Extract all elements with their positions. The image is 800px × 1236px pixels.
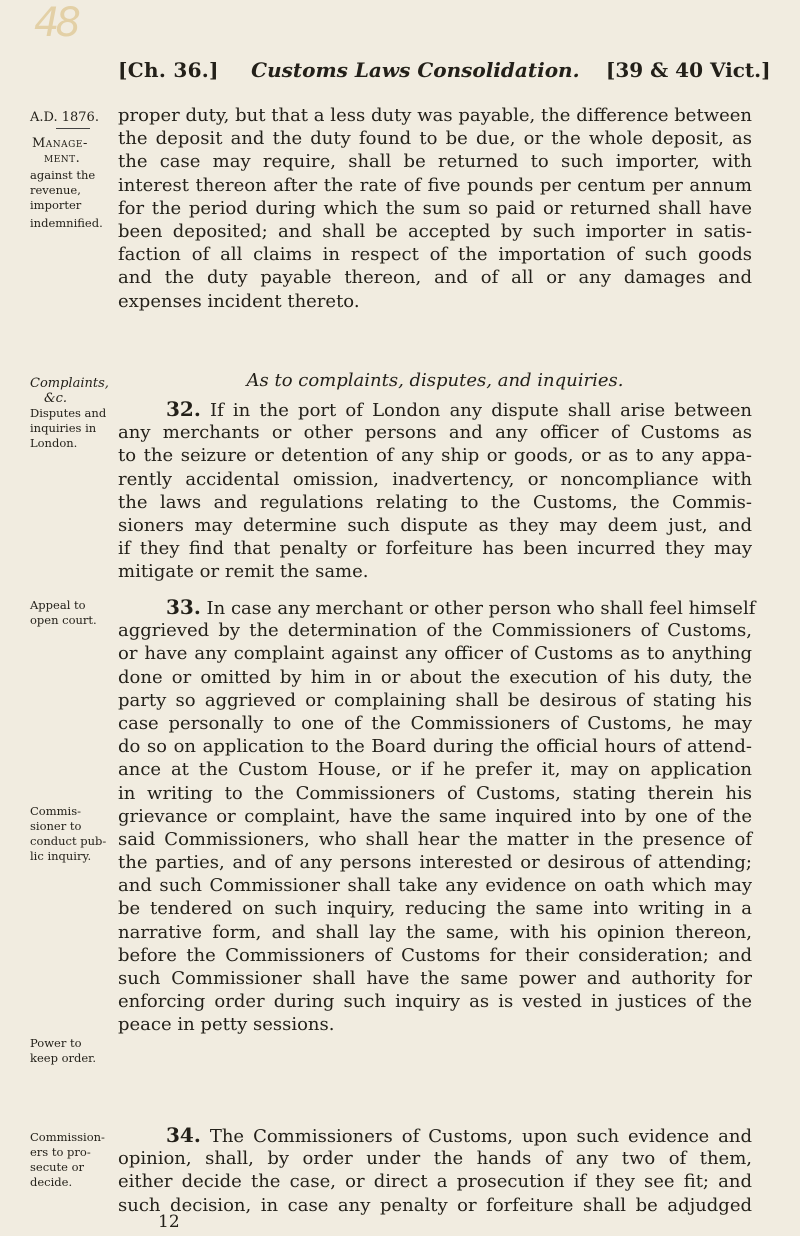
text-line: party so aggrieved or complaining shall be desirous of stating his	[118, 689, 752, 711]
text-line: and such Commissioner shall take any evidence on oath which may	[118, 875, 752, 897]
margin-manage-1: Manage-	[32, 136, 88, 151]
text-line: such decision, in case any penalty or forfeiture shall be adjudged	[118, 1194, 752, 1216]
text-line: narrative form, and shall lay the same, with his opinion thereon,	[118, 921, 752, 943]
margin-indemnity-4: indemnified.	[30, 216, 103, 230]
text-line: for the period during which the sum so paid or returned shall have	[118, 197, 752, 219]
margin-note-appeal	[30, 598, 110, 628]
margin-indemnity-3: importer	[30, 198, 82, 212]
handwritten-page-mark: 48	[34, 0, 77, 46]
section-34-line-1: The Commissioners of Customs, upon such evidence and	[209, 1126, 752, 1147]
section-33-line-1: In case any merchant or other person who shall feel himself	[206, 598, 756, 619]
text-line: to the seizure or detention of any ship or goods, or as to any appa-	[118, 445, 752, 467]
text-line: mitigate or remit the same.	[118, 561, 369, 583]
margin-decide-4: decide.	[30, 1175, 73, 1189]
text-line: the deposit and the duty found to be due, or the whole deposit, as	[118, 128, 752, 150]
text-line: before the Commissioners of Customs for their consideration; and	[118, 944, 752, 966]
margin-decide-3: secute or	[30, 1160, 85, 1174]
section-number: 33.	[166, 595, 201, 619]
paragraph-intro	[118, 104, 752, 313]
header-regnal-year: [39 & 40 Vict.]	[605, 58, 771, 82]
text-line: the laws and regulations relating to the Customs, the Commis-	[118, 491, 752, 513]
margin-complaints-1: Complaints,	[30, 376, 109, 391]
text-line: opinion, shall, by order under the hands of any two of them,	[118, 1148, 752, 1170]
text-line	[118, 1124, 752, 1147]
margin-disputes-1: Disputes and	[30, 406, 107, 420]
text-line: any merchants or other persons and any officer of Customs as	[118, 422, 752, 444]
margin-year: A.D. 1876.	[30, 110, 99, 125]
margin-indemnity-1: against the	[30, 168, 96, 182]
text-line: said Commissioners, who shall hear the matter in the presence of	[118, 828, 752, 850]
margin-commissioner-2: sioner to	[30, 819, 82, 833]
text-line: ance at the Custom House, or if he prefer it, may on application	[118, 759, 752, 781]
section-34	[118, 1124, 752, 1217]
section-32-line-1: If in the port of London any dispute shall arise between	[209, 400, 752, 421]
margin-rule	[56, 128, 90, 129]
text-line: expenses incident thereto.	[118, 290, 360, 312]
text-line: be tendered on such inquiry, reducing the same into writing in a	[118, 898, 752, 920]
section-32	[118, 398, 752, 584]
margin-appeal-1: Appeal to	[30, 598, 86, 612]
text-line	[118, 595, 756, 619]
text-line: the parties, and of any persons interested or desirous of attending;	[118, 852, 752, 874]
header-title: Customs Laws Consolidation.	[251, 58, 580, 82]
text-line: enforcing order during such inquiry as is vested in justices of the	[118, 991, 752, 1013]
text-line: rently accidental omission, inadvertency, or noncompliance with	[118, 468, 752, 490]
margin-indemnity-2: revenue,	[30, 183, 81, 197]
text-line: case personally to one of the Commissioners of Customs, he may	[118, 712, 752, 734]
margin-note-commissioner	[30, 804, 110, 864]
text-line: proper duty, but that a less duty was payable, the difference between	[118, 105, 752, 126]
text-line: faction of all claims in respect of the importation of such goods	[118, 244, 752, 266]
text-line: either decide the case, or direct a prosecution if they see fit; and	[118, 1171, 752, 1193]
text-line: interest thereon after the rate of five pounds per centum per annum	[118, 174, 752, 196]
margin-disputes-3: London.	[30, 436, 78, 450]
margin-note-complaints	[30, 376, 110, 451]
text-line: and the duty payable thereon, and of all or any damages and	[118, 267, 752, 289]
text-line: if they find that penalty or forfeiture has been incurred they may	[118, 538, 752, 560]
margin-note-year	[30, 110, 110, 129]
margin-appeal-2: open court.	[30, 613, 97, 627]
text-line: grievance or complaint, have the same inquired into by one of the	[118, 805, 752, 827]
text-line: the case may require, shall be returned to such importer, with	[118, 151, 752, 173]
text-line: aggrieved by the determination of the Commissioners of Customs,	[118, 620, 752, 642]
margin-note-power	[30, 1036, 110, 1066]
header-chapter: [Ch. 36.]	[118, 58, 219, 82]
margin-complaints-2: &c.	[44, 391, 67, 406]
margin-commissioner-1: Commis-	[30, 804, 81, 818]
margin-power-1: Power to	[30, 1036, 82, 1050]
text-line: do so on application to the Board during the official hours of attend-	[118, 736, 752, 758]
section-33	[118, 595, 756, 1037]
section-number: 34.	[166, 1123, 201, 1147]
text-line: done or omitted by him in or about the execution of his duty, the	[118, 666, 752, 688]
section-number: 32.	[166, 397, 201, 421]
margin-decide-2: ers to pro-	[30, 1145, 91, 1159]
margin-note-management	[30, 136, 110, 231]
text-line: or have any complaint against any officer of Customs as to anything	[118, 643, 752, 665]
margin-commissioner-4: lic inquiry.	[30, 849, 92, 863]
running-header	[118, 58, 771, 82]
text-line: been deposited; and shall be accepted by such importer in satis-	[118, 220, 752, 242]
text-line	[118, 398, 752, 421]
section-heading: As to complaints, disputes, and inquiries.	[246, 370, 624, 391]
margin-decide-1: Commission-	[30, 1130, 105, 1144]
margin-note-decide	[30, 1130, 110, 1190]
page-number: 12	[158, 1212, 180, 1232]
text-line: sioners may determine such dispute as they may deem just, and	[118, 514, 752, 536]
text-line: peace in petty sessions.	[118, 1014, 335, 1036]
margin-commissioner-3: conduct pub-	[30, 834, 107, 848]
margin-power-2: keep order.	[30, 1051, 97, 1065]
margin-disputes-2: inquiries in	[30, 421, 97, 435]
margin-manage-2: ment.	[44, 151, 81, 166]
text-line: in writing to the Commissioners of Customs, stating therein his	[118, 782, 752, 804]
text-line: such Commissioner shall have the same power and authority for	[118, 968, 752, 989]
